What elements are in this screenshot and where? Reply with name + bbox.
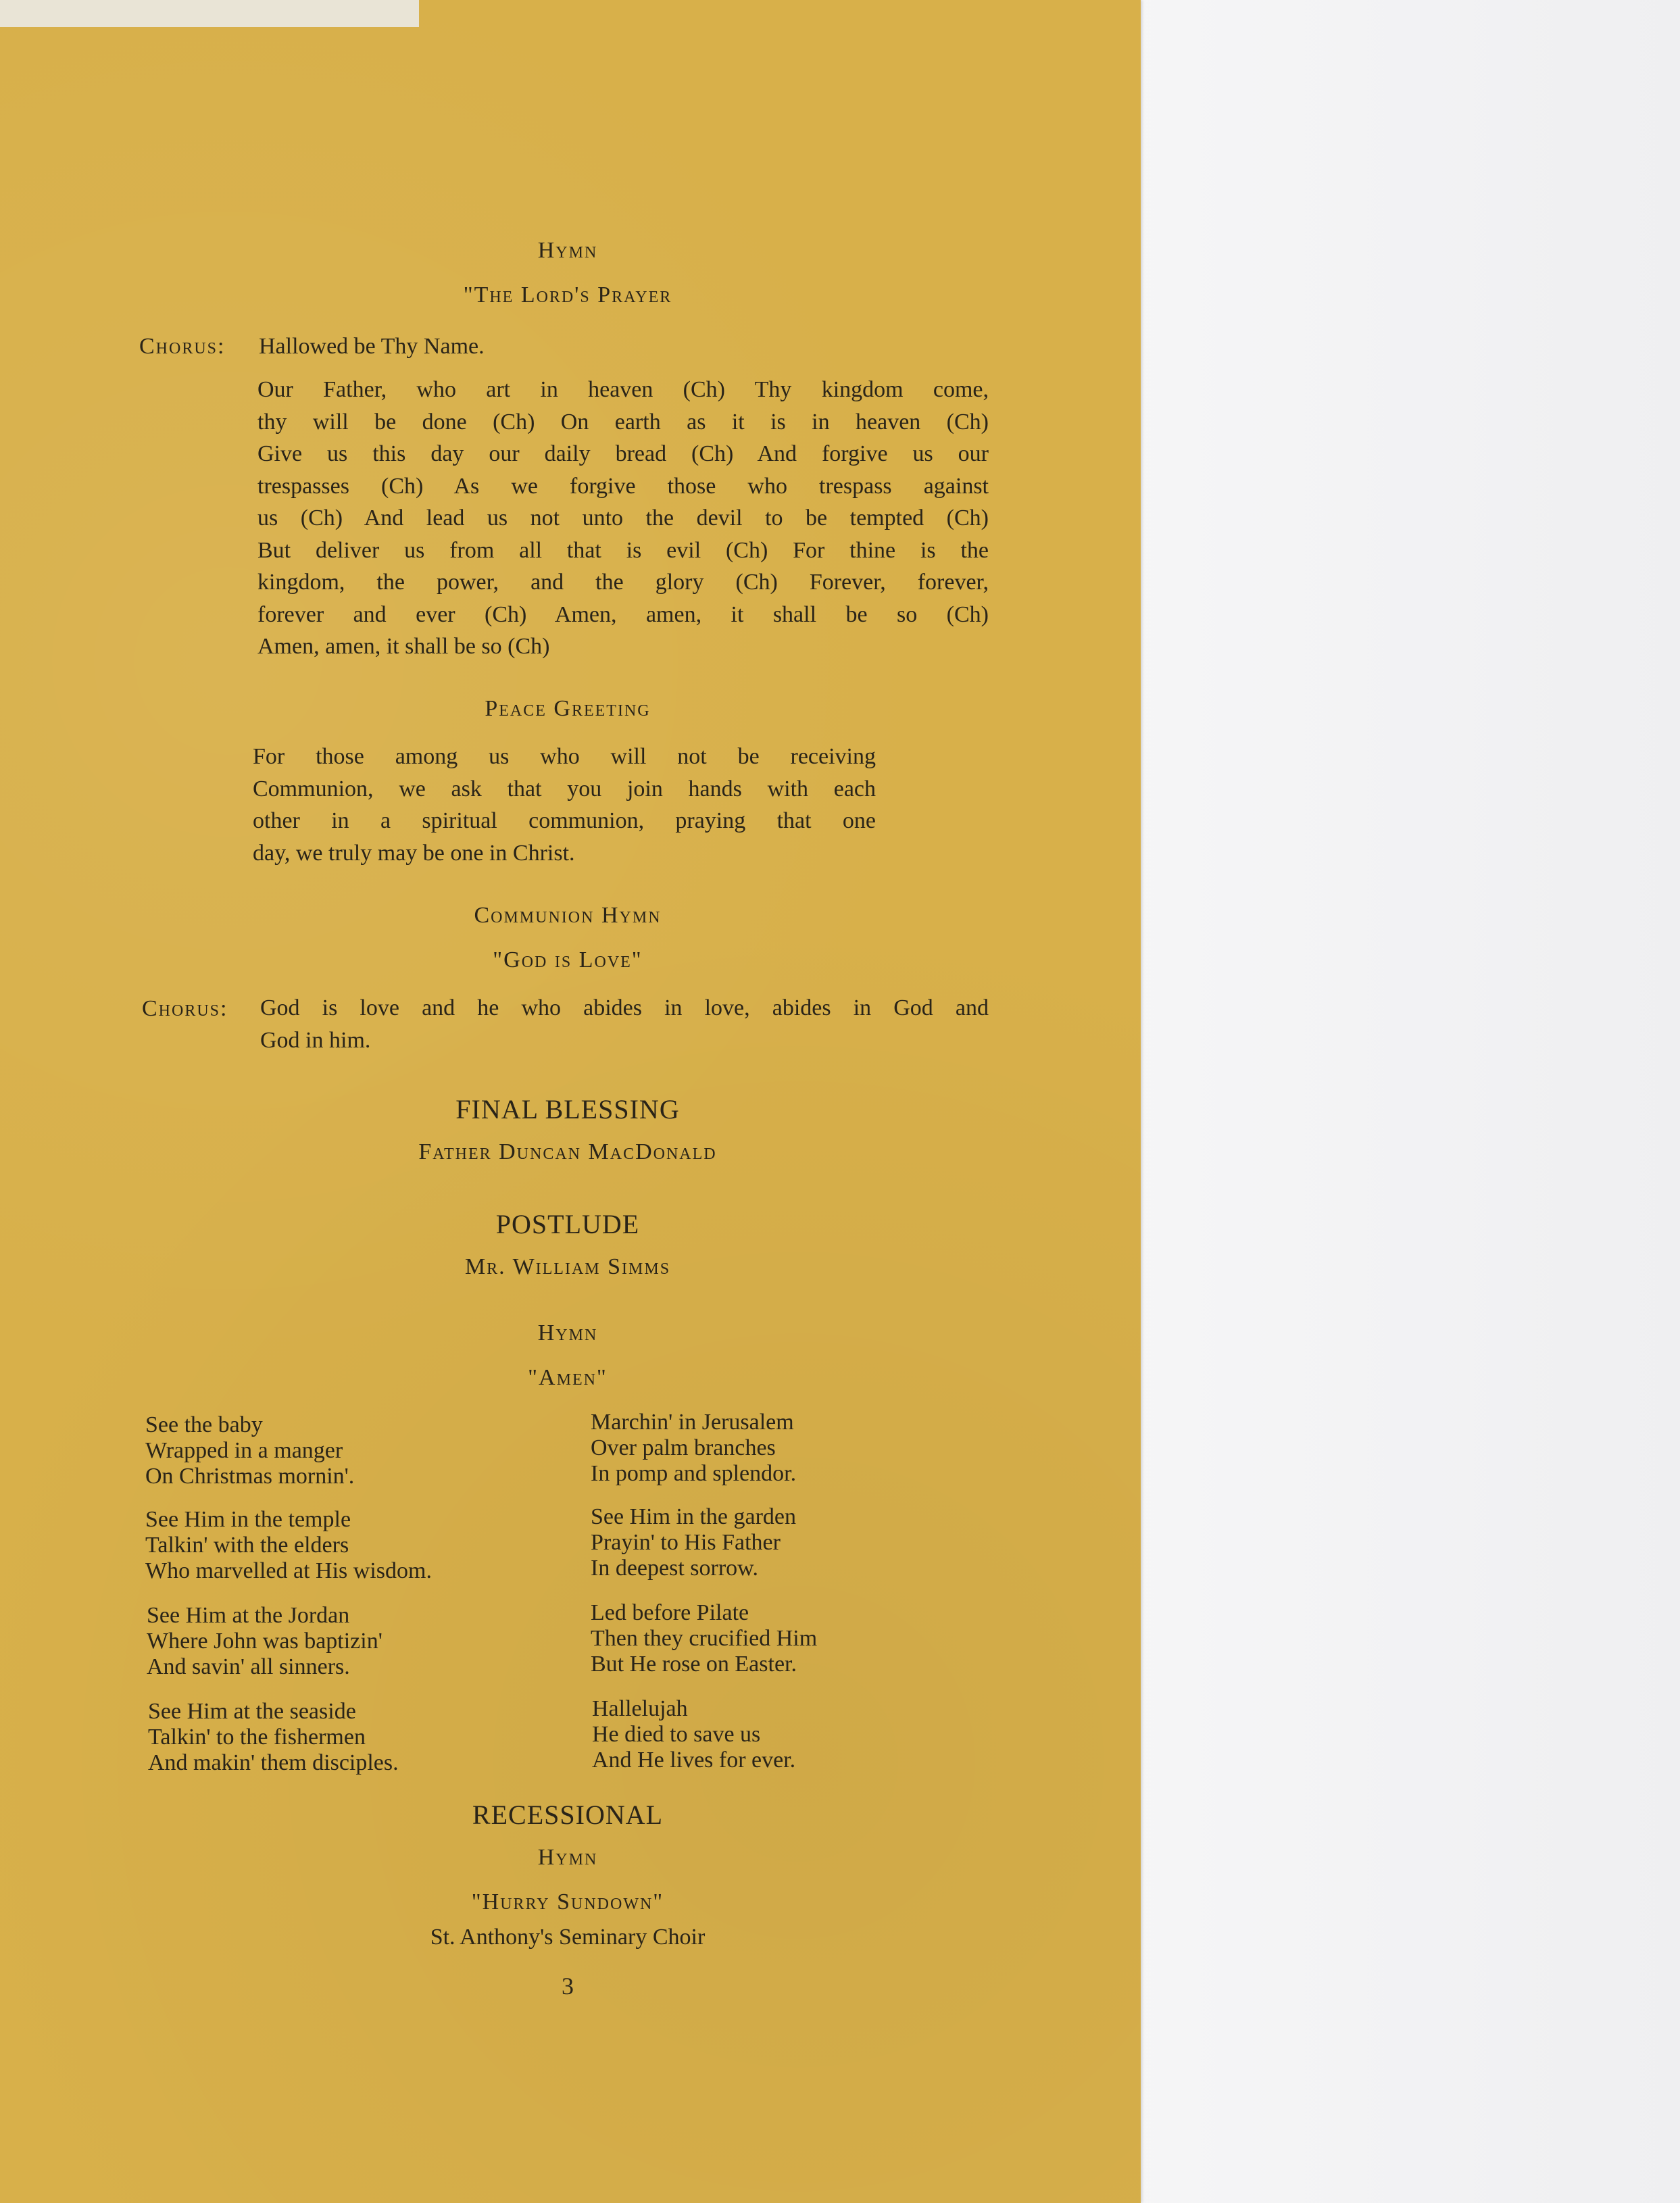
recessional-hymn-heading: Hymn: [537, 1845, 598, 1870]
chorus-text: Hallowed be Thy Name.: [259, 334, 485, 359]
stanza-line: See the baby: [145, 1412, 263, 1437]
postlude-heading: POSTLUDE: [495, 1209, 640, 1239]
right-stanza: [591, 1410, 796, 1487]
right-stanza: [591, 1600, 817, 1677]
right-stanza: [591, 1504, 796, 1581]
chorus-label: Chorus:: [142, 996, 228, 1021]
verse-line: Give us this day our daily bread (Ch) And forgive us our: [257, 441, 989, 466]
stanza-line: And He lives for ever.: [592, 1748, 796, 1773]
peace-greeting-heading: Peace Greeting: [485, 696, 651, 721]
stanza-line: And makin' them disciples.: [148, 1750, 399, 1775]
final-blessing-officiant: Father Duncan MacDonald: [418, 1139, 717, 1164]
stanza-line: Then they crucified Him: [591, 1626, 818, 1651]
left-stanza: [147, 1603, 382, 1680]
right-stanza: [592, 1696, 795, 1773]
stanza-line: Over palm branches: [591, 1435, 776, 1460]
recessional-performer: St. Anthony's Seminary Choir: [430, 1925, 706, 1950]
recessional-hymn-title: "Hurry Sundown": [471, 1889, 664, 1914]
communion-hymn-heading: Communion Hymn: [474, 903, 662, 928]
peace-line: For those among us who will not be receiving: [253, 744, 876, 769]
hymn-heading: Hymn: [537, 1320, 598, 1345]
stanza-line: See Him in the garden: [591, 1504, 797, 1529]
stanza-line: Talkin' with the elders: [145, 1533, 349, 1558]
stanza-line: Prayin' to His Father: [591, 1530, 781, 1555]
lords-prayer-verse: [257, 374, 989, 663]
final-blessing-heading: FINAL BLESSING: [455, 1094, 680, 1124]
verse-line: thy will be done (Ch) On earth as it is in heaven (Ch): [257, 409, 989, 435]
hymn-title: "Amen": [528, 1365, 608, 1390]
stanza-line: Where John was baptizin': [147, 1629, 382, 1654]
stanza-line: Marchin' in Jerusalem: [591, 1410, 794, 1435]
chorus-label: Chorus:: [139, 334, 226, 359]
verse-line: Our Father, who art in heaven (Ch) Thy kingdom come,: [257, 377, 989, 402]
verse-line: Amen, amen, it shall be so (Ch): [257, 634, 550, 659]
stanza-line: See Him at the seaside: [148, 1699, 356, 1724]
peace-line: other in a spiritual communion, praying that one: [253, 808, 876, 833]
verse-line: But deliver us from all that is evil (Ch) For thine is the: [257, 537, 989, 563]
recessional-heading: RECESSIONAL: [472, 1800, 664, 1830]
stanza-line: On Christmas mornin'.: [145, 1464, 355, 1489]
stanza-line: He died to save us: [592, 1722, 761, 1747]
postlude-performer: Mr. William Simms: [464, 1254, 671, 1279]
verse-line: us (Ch) And lead us not unto the devil to be tempted (Ch): [257, 505, 989, 530]
stanza-line: And savin' all sinners.: [147, 1654, 350, 1679]
verse-line: trespasses (Ch) As we forgive those who trespass against: [257, 473, 989, 499]
hymn-title: "The Lord's Prayer: [463, 282, 672, 307]
stanza-line: Who marvelled at His wisdom.: [145, 1558, 432, 1583]
verse-line: kingdom, the power, and the glory (Ch) Forever, forever,: [257, 570, 989, 595]
stanza-line: In pomp and splendor.: [591, 1461, 797, 1486]
page-number: 3: [562, 1973, 574, 2000]
stanza-line: Talkin' to the fishermen: [148, 1725, 366, 1750]
peace-greeting-text: [253, 741, 876, 869]
stanza-line: Hallelujah: [592, 1696, 688, 1721]
communion-hymn-title: "God is Love": [493, 947, 643, 972]
verse-line: forever and ever (Ch) Amen, amen, it shall be so (Ch): [257, 601, 989, 627]
hymn-heading: Hymn: [537, 238, 598, 263]
stanza-line: See Him in the temple: [145, 1507, 351, 1532]
left-stanza: [145, 1507, 432, 1584]
peace-line: day, we truly may be one in Christ.: [253, 840, 575, 866]
stanza-line: In deepest sorrow.: [591, 1556, 758, 1581]
chorus-line: God in him.: [260, 1027, 371, 1053]
stanza-line: But He rose on Easter.: [591, 1652, 797, 1677]
stanza-line: Led before Pilate: [591, 1600, 749, 1625]
chorus-line: God is love and he who abides in love, abides in God and: [260, 995, 989, 1020]
left-stanza: [145, 1412, 354, 1489]
left-stanza: [148, 1699, 399, 1776]
peace-line: Communion, we ask that you join hands with each: [253, 776, 876, 801]
communion-chorus-text: [260, 992, 989, 1056]
stanza-line: See Him at the Jordan: [147, 1603, 350, 1628]
stanza-line: Wrapped in a manger: [145, 1438, 343, 1463]
